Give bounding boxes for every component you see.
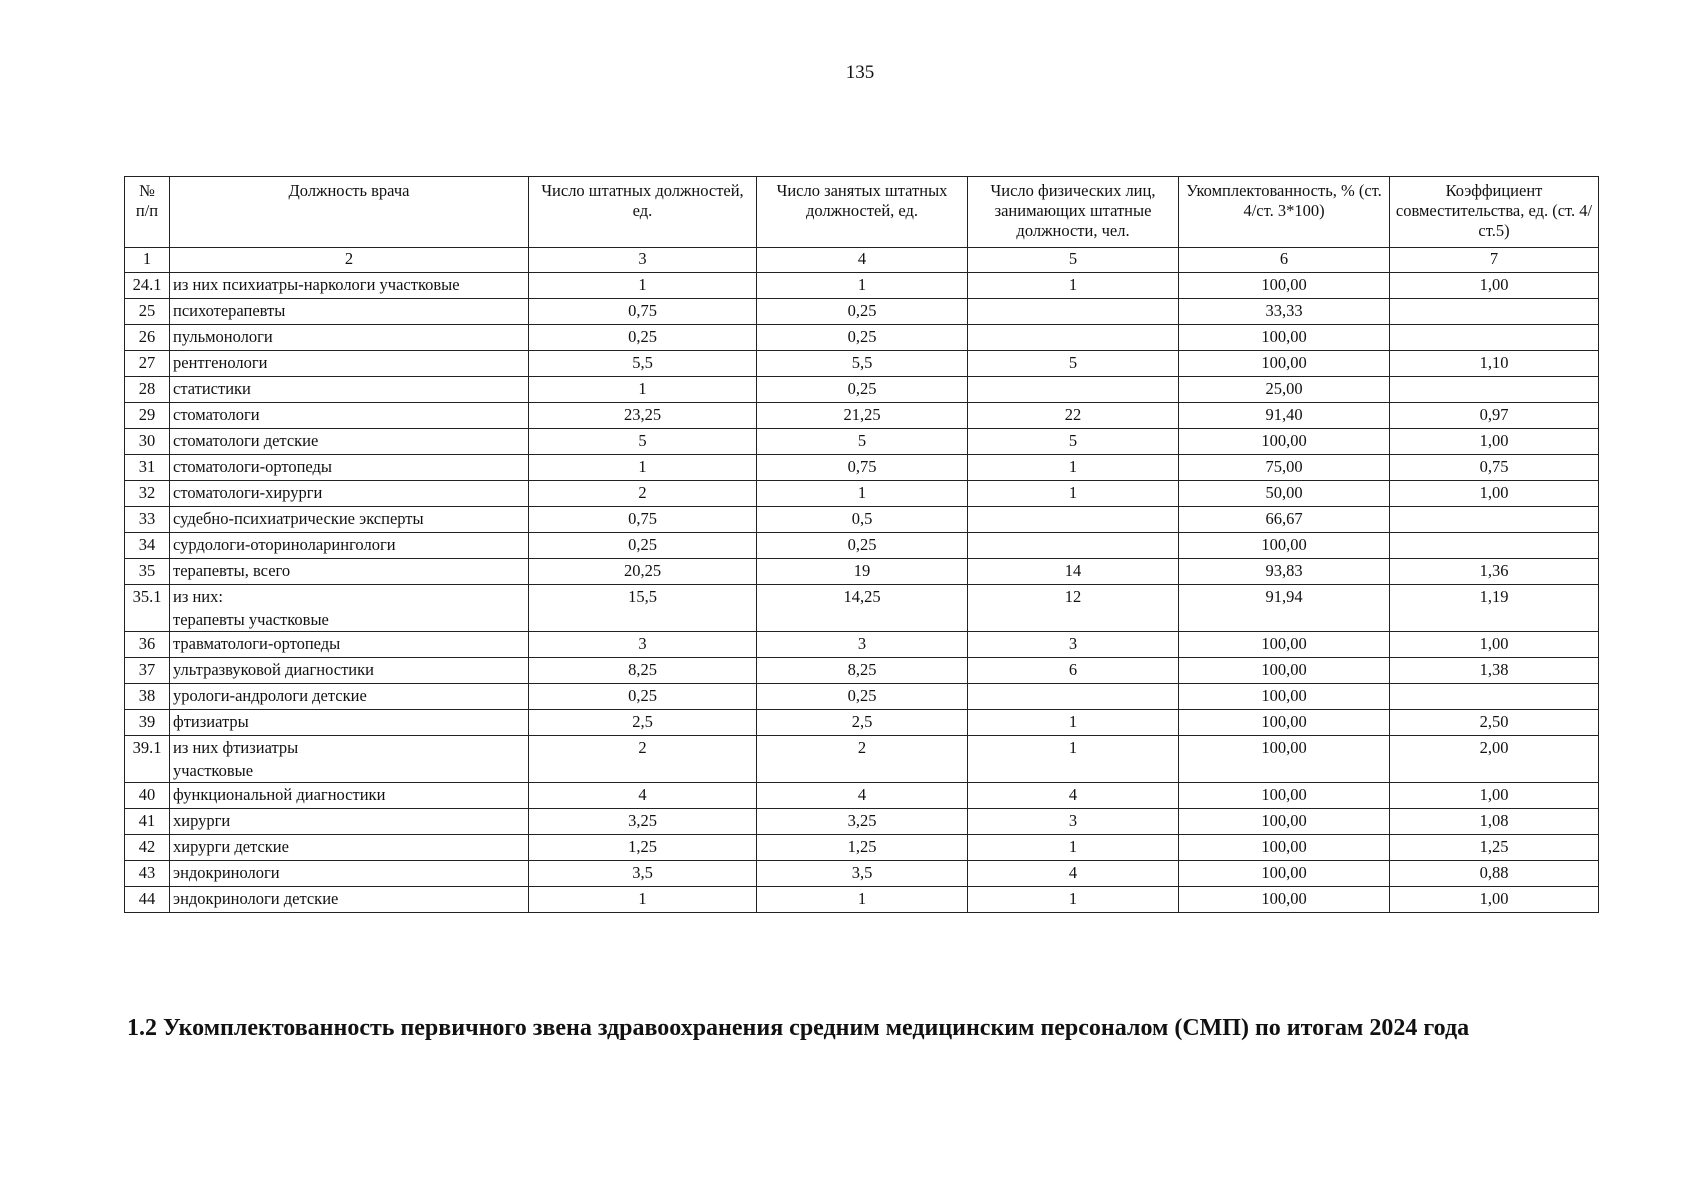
row-number-cell: 24.1	[125, 273, 170, 299]
occupied-positions-cell: 3,25	[757, 809, 968, 835]
section-heading: 1.2 Укомплектованность первичного звена здравоохранения средним медицинским персоналом (СМП) по итогам 2024 года	[127, 1015, 1470, 1041]
row-number-cell: 29	[125, 403, 170, 429]
row-number-cell: 26	[125, 325, 170, 351]
staff-positions-cell: 1	[529, 273, 757, 299]
combination-coefficient-cell	[1390, 533, 1599, 559]
staffing-percent-cell: 100,00	[1179, 861, 1390, 887]
physical-persons-cell: 1	[968, 481, 1179, 507]
staff-positions-cell: 0,75	[529, 507, 757, 533]
occupied-positions-cell: 5,5	[757, 351, 968, 377]
column-number: 6	[1179, 248, 1390, 273]
occupied-positions-cell: 2,5	[757, 710, 968, 736]
row-number-cell: 42	[125, 835, 170, 861]
position-cell: статистики	[170, 377, 529, 403]
row-number-cell: 27	[125, 351, 170, 377]
staff-positions-cell: 2,5	[529, 710, 757, 736]
occupied-positions-cell: 4	[757, 783, 968, 809]
staffing-percent-cell: 100,00	[1179, 429, 1390, 455]
staff-positions-cell: 2	[529, 736, 757, 783]
position-cell: из них: терапевты участковые	[170, 585, 529, 632]
table-row	[125, 533, 1599, 559]
staffing-percent-cell: 100,00	[1179, 684, 1390, 710]
position-cell: рентгенологи	[170, 351, 529, 377]
staff-positions-cell: 23,25	[529, 403, 757, 429]
position-cell: фтизиатры	[170, 710, 529, 736]
table-row	[125, 299, 1599, 325]
combination-coefficient-cell: 1,25	[1390, 835, 1599, 861]
position-cell: стоматологи	[170, 403, 529, 429]
occupied-positions-cell: 1	[757, 887, 968, 913]
page-number: 135	[845, 62, 875, 83]
column-number-row	[125, 248, 1599, 273]
staff-positions-cell: 3	[529, 632, 757, 658]
position-cell: психотерапевты	[170, 299, 529, 325]
position-cell: хирурги	[170, 809, 529, 835]
combination-coefficient-cell: 1,00	[1390, 429, 1599, 455]
combination-coefficient-cell: 2,00	[1390, 736, 1599, 783]
column-number: 7	[1390, 248, 1599, 273]
row-number-cell: 41	[125, 809, 170, 835]
position-cell: из них фтизиатры участковые	[170, 736, 529, 783]
header-row-number: № п/п	[125, 177, 170, 248]
physical-persons-cell: 1	[968, 273, 1179, 299]
staff-positions-cell: 5,5	[529, 351, 757, 377]
occupied-positions-cell: 14,25	[757, 585, 968, 632]
table-row	[125, 887, 1599, 913]
staff-positions-cell: 3,25	[529, 809, 757, 835]
header-staffing-percent: Укомплектованность, % (ст. 4/ст. 3*100)	[1179, 177, 1390, 248]
staffing-percent-cell: 100,00	[1179, 835, 1390, 861]
staffing-percent-cell: 100,00	[1179, 658, 1390, 684]
staffing-percent-cell: 100,00	[1179, 273, 1390, 299]
staffing-percent-cell: 100,00	[1179, 887, 1390, 913]
position-cell: сурдологи-оториноларингологи	[170, 533, 529, 559]
column-number: 2	[170, 248, 529, 273]
row-number-cell: 28	[125, 377, 170, 403]
row-number-cell: 43	[125, 861, 170, 887]
physical-persons-cell: 1	[968, 736, 1179, 783]
physical-persons-cell	[968, 507, 1179, 533]
table-row	[125, 835, 1599, 861]
position-cell: хирурги детские	[170, 835, 529, 861]
physical-persons-cell: 3	[968, 632, 1179, 658]
occupied-positions-cell: 1	[757, 273, 968, 299]
combination-coefficient-cell	[1390, 325, 1599, 351]
combination-coefficient-cell: 1,36	[1390, 559, 1599, 585]
staffing-percent-cell: 50,00	[1179, 481, 1390, 507]
staffing-percent-cell: 100,00	[1179, 325, 1390, 351]
staffing-percent-cell: 66,67	[1179, 507, 1390, 533]
staff-positions-cell: 0,75	[529, 299, 757, 325]
combination-coefficient-cell: 1,00	[1390, 273, 1599, 299]
staff-positions-cell: 0,25	[529, 533, 757, 559]
header-staff-positions: Число штатных должностей, ед.	[529, 177, 757, 248]
occupied-positions-cell: 3,5	[757, 861, 968, 887]
combination-coefficient-cell: 1,00	[1390, 887, 1599, 913]
physical-persons-cell: 1	[968, 455, 1179, 481]
staffing-percent-cell: 100,00	[1179, 809, 1390, 835]
physical-persons-cell	[968, 684, 1179, 710]
table-body	[125, 273, 1599, 913]
position-cell: ультразвуковой диагностики	[170, 658, 529, 684]
position-cell: урологи-андрологи детские	[170, 684, 529, 710]
row-number-cell: 40	[125, 783, 170, 809]
position-cell: эндокринологи	[170, 861, 529, 887]
position-cell: травматологи-ортопеды	[170, 632, 529, 658]
staff-positions-cell: 1	[529, 455, 757, 481]
occupied-positions-cell: 0,5	[757, 507, 968, 533]
occupied-positions-cell: 1	[757, 481, 968, 507]
physical-persons-cell	[968, 299, 1179, 325]
table-row	[125, 325, 1599, 351]
combination-coefficient-cell	[1390, 377, 1599, 403]
staffing-percent-cell: 33,33	[1179, 299, 1390, 325]
table-row	[125, 559, 1599, 585]
occupied-positions-cell: 5	[757, 429, 968, 455]
physical-persons-cell: 4	[968, 861, 1179, 887]
row-number-cell: 33	[125, 507, 170, 533]
position-cell: пульмонологи	[170, 325, 529, 351]
occupied-positions-cell: 0,25	[757, 325, 968, 351]
row-number-cell: 34	[125, 533, 170, 559]
staffing-table	[124, 176, 1599, 913]
row-number-cell: 39.1	[125, 736, 170, 783]
table-row	[125, 861, 1599, 887]
staff-positions-cell: 0,25	[529, 325, 757, 351]
table-row	[125, 736, 1599, 783]
staff-positions-cell: 3,5	[529, 861, 757, 887]
table-row	[125, 783, 1599, 809]
physical-persons-cell: 22	[968, 403, 1179, 429]
staff-positions-cell: 20,25	[529, 559, 757, 585]
occupied-positions-cell: 0,25	[757, 533, 968, 559]
row-number-cell: 32	[125, 481, 170, 507]
position-cell: функциональной диагностики	[170, 783, 529, 809]
table-row	[125, 684, 1599, 710]
table-row	[125, 585, 1599, 632]
physical-persons-cell: 14	[968, 559, 1179, 585]
position-cell: эндокринологи детские	[170, 887, 529, 913]
header-combination-coefficient: Коэффициент совместительства, ед. (ст. 4/ст.5)	[1390, 177, 1599, 248]
combination-coefficient-cell: 2,50	[1390, 710, 1599, 736]
table-row	[125, 481, 1599, 507]
position-cell: стоматологи детские	[170, 429, 529, 455]
staffing-percent-cell: 100,00	[1179, 632, 1390, 658]
header-position: Должность врача	[170, 177, 529, 248]
row-number-cell: 44	[125, 887, 170, 913]
staffing-percent-cell: 25,00	[1179, 377, 1390, 403]
column-number: 4	[757, 248, 968, 273]
staffing-percent-cell: 91,94	[1179, 585, 1390, 632]
combination-coefficient-cell	[1390, 507, 1599, 533]
staff-positions-cell: 8,25	[529, 658, 757, 684]
occupied-positions-cell: 0,25	[757, 299, 968, 325]
combination-coefficient-cell: 1,19	[1390, 585, 1599, 632]
physical-persons-cell	[968, 377, 1179, 403]
table-row	[125, 273, 1599, 299]
occupied-positions-cell: 21,25	[757, 403, 968, 429]
column-number: 1	[125, 248, 170, 273]
table-header-row	[125, 177, 1599, 248]
table-row	[125, 710, 1599, 736]
combination-coefficient-cell: 1,10	[1390, 351, 1599, 377]
staff-positions-cell: 1,25	[529, 835, 757, 861]
physical-persons-cell: 5	[968, 429, 1179, 455]
position-cell: судебно-психиатрические эксперты	[170, 507, 529, 533]
occupied-positions-cell: 3	[757, 632, 968, 658]
table-row	[125, 658, 1599, 684]
combination-coefficient-cell: 1,08	[1390, 809, 1599, 835]
combination-coefficient-cell: 0,88	[1390, 861, 1599, 887]
staff-positions-cell: 15,5	[529, 585, 757, 632]
staffing-percent-cell: 100,00	[1179, 351, 1390, 377]
table-row	[125, 351, 1599, 377]
row-number-cell: 25	[125, 299, 170, 325]
occupied-positions-cell: 0,75	[757, 455, 968, 481]
row-number-cell: 36	[125, 632, 170, 658]
occupied-positions-cell: 0,25	[757, 377, 968, 403]
occupied-positions-cell: 1,25	[757, 835, 968, 861]
staffing-percent-cell: 75,00	[1179, 455, 1390, 481]
physical-persons-cell: 4	[968, 783, 1179, 809]
physical-persons-cell: 1	[968, 887, 1179, 913]
header-physical-persons: Число физических лиц, занимающих штатные должности, чел.	[968, 177, 1179, 248]
physical-persons-cell: 6	[968, 658, 1179, 684]
table-row	[125, 632, 1599, 658]
combination-coefficient-cell: 1,38	[1390, 658, 1599, 684]
column-number: 5	[968, 248, 1179, 273]
physical-persons-cell: 3	[968, 809, 1179, 835]
combination-coefficient-cell: 0,75	[1390, 455, 1599, 481]
row-number-cell: 31	[125, 455, 170, 481]
occupied-positions-cell: 2	[757, 736, 968, 783]
table-row	[125, 809, 1599, 835]
staffing-percent-cell: 91,40	[1179, 403, 1390, 429]
occupied-positions-cell: 19	[757, 559, 968, 585]
staffing-percent-cell: 100,00	[1179, 736, 1390, 783]
staffing-percent-cell: 100,00	[1179, 710, 1390, 736]
table-row	[125, 507, 1599, 533]
position-cell: стоматологи-ортопеды	[170, 455, 529, 481]
combination-coefficient-cell: 0,97	[1390, 403, 1599, 429]
combination-coefficient-cell: 1,00	[1390, 632, 1599, 658]
staff-positions-cell: 2	[529, 481, 757, 507]
staffing-percent-cell: 100,00	[1179, 533, 1390, 559]
physical-persons-cell: 12	[968, 585, 1179, 632]
header-occupied-positions: Число занятых штатных должностей, ед.	[757, 177, 968, 248]
physical-persons-cell: 1	[968, 710, 1179, 736]
physical-persons-cell: 5	[968, 351, 1179, 377]
table-row	[125, 403, 1599, 429]
combination-coefficient-cell: 1,00	[1390, 481, 1599, 507]
row-number-cell: 38	[125, 684, 170, 710]
occupied-positions-cell: 8,25	[757, 658, 968, 684]
staff-positions-cell: 1	[529, 887, 757, 913]
row-number-cell: 30	[125, 429, 170, 455]
physical-persons-cell	[968, 533, 1179, 559]
staff-positions-cell: 0,25	[529, 684, 757, 710]
row-number-cell: 35.1	[125, 585, 170, 632]
staff-positions-cell: 5	[529, 429, 757, 455]
combination-coefficient-cell	[1390, 299, 1599, 325]
combination-coefficient-cell	[1390, 684, 1599, 710]
staffing-percent-cell: 93,83	[1179, 559, 1390, 585]
position-cell: из них психиатры-наркологи участковые	[170, 273, 529, 299]
staff-positions-cell: 1	[529, 377, 757, 403]
staff-positions-cell: 4	[529, 783, 757, 809]
table-row	[125, 455, 1599, 481]
row-number-cell: 35	[125, 559, 170, 585]
table-row	[125, 377, 1599, 403]
column-number: 3	[529, 248, 757, 273]
position-cell: стоматологи-хирурги	[170, 481, 529, 507]
occupied-positions-cell: 0,25	[757, 684, 968, 710]
physical-persons-cell: 1	[968, 835, 1179, 861]
table-row	[125, 429, 1599, 455]
physical-persons-cell	[968, 325, 1179, 351]
row-number-cell: 39	[125, 710, 170, 736]
row-number-cell: 37	[125, 658, 170, 684]
position-cell: терапевты, всего	[170, 559, 529, 585]
combination-coefficient-cell: 1,00	[1390, 783, 1599, 809]
staffing-percent-cell: 100,00	[1179, 783, 1390, 809]
